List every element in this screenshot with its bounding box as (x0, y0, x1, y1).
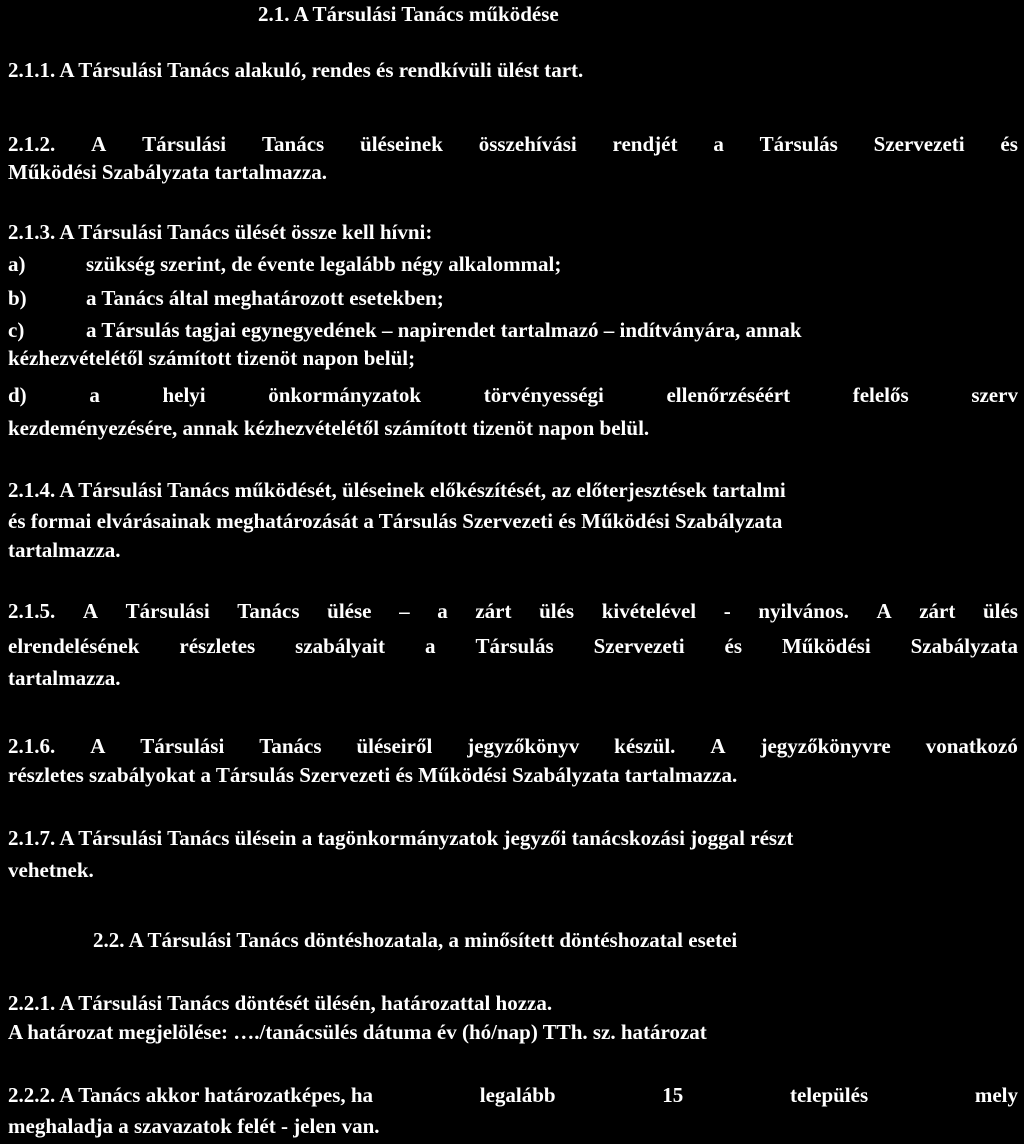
list-item-a (8, 250, 1016, 278)
list-item-d-continuation: kezdeményezésére, annak kézhezvételétől számított tizenöt napon belül. (8, 416, 650, 440)
word: Tanács (261, 132, 325, 156)
word: kivételével (601, 599, 697, 623)
paragraph-2-1-4-line3: tartalmazza. (8, 538, 121, 562)
word: részletes (179, 634, 256, 658)
word: 15 (662, 1083, 684, 1107)
word: Társulás (759, 132, 838, 156)
paragraph-2-1-3-intro: 2.1.3. A Társulási Tanács ülését össze kell hívni: (8, 220, 433, 244)
word: nyilvános. (758, 599, 849, 623)
word: helyi (162, 383, 206, 407)
list-item-text: a Társulás tagjai egynegyedének – napirendet tartalmazó – indítványára, annak (86, 318, 802, 342)
word: Társulás (475, 634, 554, 658)
word: a (424, 634, 436, 658)
word: ülés (539, 599, 575, 623)
word: üléseinek (360, 132, 443, 156)
word: ellenőrzéséért (666, 383, 791, 407)
paragraph-2-1-2-line1 (8, 130, 1018, 158)
word: Társulási (125, 599, 210, 623)
word: Szabályzata (910, 634, 1018, 658)
word: - (723, 599, 731, 623)
paragraph-2-1-4-line2: és formai elvárásainak meghatározását a Társulás Szervezeti és Működési Szabályzata (8, 509, 783, 533)
word: szabályait (295, 634, 385, 658)
word: 2.1.2. (8, 132, 56, 156)
word: a (89, 383, 100, 407)
word: zárt (919, 599, 956, 623)
word: 2.1.6. (8, 734, 56, 758)
word: település (789, 1083, 869, 1107)
word: önkormányzatok (268, 383, 422, 407)
paragraph-2-1-6-line2: részletes szabályokat a Társulás Szervezeti és Működési Szabályzata tartalmazza. (8, 763, 738, 787)
word: A (710, 734, 726, 758)
paragraph-2-1-7-line2: vehetnek. (8, 858, 94, 882)
list-item-c (8, 316, 1016, 344)
paragraph-2-2-2-line1 (8, 1081, 1018, 1109)
word: ülése (327, 599, 372, 623)
list-item-text: a Tanács által meghatározott esetekben; (86, 286, 444, 310)
word: ülés (982, 599, 1018, 623)
word: Szervezeti (873, 132, 965, 156)
word: törvényességi (483, 383, 604, 407)
list-item-b (8, 284, 1016, 312)
paragraph-2-1-5-line3: tartalmazza. (8, 666, 121, 690)
word: és (1000, 132, 1018, 156)
paragraph-2-1-7-line1: 2.1.7. A Társulási Tanács ülésein a tagönkormányzatok jegyzői tanácskozási joggal részt (8, 826, 794, 850)
word: szerv (971, 383, 1018, 407)
word: rendjét (612, 132, 678, 156)
word: 2.1.5. (8, 599, 56, 623)
word: a (713, 132, 724, 156)
paragraph-2-2-1-line1: 2.2.1. A Társulási Tanács döntését ülésén, határozattal hozza. (8, 991, 553, 1015)
paragraph-2-1-6-line1 (8, 732, 1018, 760)
word: készül. (614, 734, 676, 758)
list-item-d (8, 381, 1018, 409)
word: jegyzőkönyvre (760, 734, 891, 758)
section-title-2-2: 2.2. A Társulási Tanács döntéshozatala, a minősített döntéshozatal esetei (93, 928, 738, 952)
word: Működési (781, 634, 871, 658)
word: Társulási (140, 734, 225, 758)
word: A (876, 599, 892, 623)
word: Szervezeti (593, 634, 685, 658)
word: a (437, 599, 448, 623)
word: A (90, 734, 106, 758)
word: és (724, 634, 742, 658)
paragraph-2-1-2-line2: Működési Szabályzata tartalmazza. (8, 160, 328, 184)
word: – (399, 599, 410, 623)
word: mely (974, 1083, 1018, 1107)
paragraph-2-1-5-line2 (8, 632, 1018, 660)
paragraph-2-2-1-line2: A határozat megjelölése: …./tanácsülés dátuma év (hó/nap) TTh. sz. határozat (8, 1020, 707, 1044)
word: Tanács (259, 734, 322, 758)
paragraph-2-1-5-line1 (8, 597, 1018, 625)
word: vonatkozó (925, 734, 1018, 758)
word: 2.2.2. A Tanács akkor határozatképes, ha (8, 1083, 374, 1107)
paragraph-2-2-2-line2: meghaladja a szavazatok felét - jelen van. (8, 1114, 380, 1138)
list-item-text: szükség szerint, de évente legalább négy alkalommal; (86, 252, 562, 276)
list-marker: a) (8, 252, 26, 276)
word: zárt (475, 599, 512, 623)
word: A (82, 599, 99, 623)
word: d) (8, 383, 27, 407)
word: elrendelésének (8, 634, 140, 658)
word: jegyzőkönyv (467, 734, 580, 758)
word: Tanács (237, 599, 300, 623)
word: felelős (852, 383, 909, 407)
list-marker: b) (8, 286, 27, 310)
word: A (91, 132, 107, 156)
word: összehívási (478, 132, 577, 156)
word: üléseiről (356, 734, 433, 758)
list-marker: c) (8, 318, 25, 342)
list-item-c-continuation: kézhezvételétől számított tizenöt napon belül; (8, 346, 416, 370)
section-title-2-1: 2.1. A Társulási Tanács működése (258, 2, 559, 26)
word: legalább (479, 1083, 556, 1107)
paragraph-2-1-4-line1: 2.1.4. A Társulási Tanács működését, üléseinek előkészítését, az előterjesztések tartalmi (8, 478, 786, 502)
paragraph-2-1-1: 2.1.1. A Társulási Tanács alakuló, rendes és rendkívüli ülést tart. (8, 58, 584, 82)
word: Társulási (142, 132, 227, 156)
